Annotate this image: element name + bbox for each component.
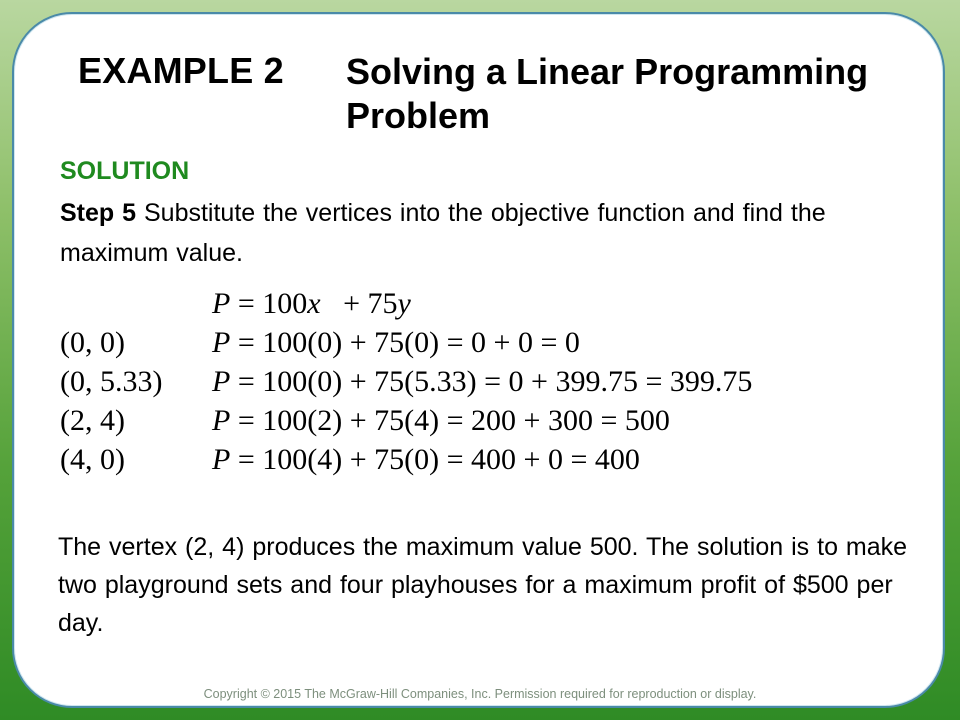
p-var: P [212,326,231,359]
copyright-notice: Copyright © 2015 The McGraw-Hill Companies, Inc. Permission required for reproduction or display. [203,687,757,701]
objective-eq-a: = 100 [230,287,308,320]
step-label: Step 5 [60,199,137,227]
vertex-evaluation [212,443,640,477]
conclusion-paragraph: The vertex (2, 4) produces the maximum value 500. The solution is to make two playground sets and four playhouses for a maximum profit of $500 per day. [58,533,908,637]
vertex-evaluation [212,365,752,399]
vertex: (0, 0) [60,326,125,359]
p-var: P [212,443,231,476]
expression: = 100(0) + 75(5.33) = 0 + 399.75 = 399.75 [230,365,753,398]
vertex-evaluation [212,326,580,360]
objective-function [212,287,411,321]
objective-p: P [212,287,231,320]
objective-x: x [307,287,321,320]
expression: = 100(4) + 75(0) = 400 + 0 = 400 [230,443,640,476]
p-var: P [212,365,231,398]
objective-eq-b: + 75 [320,287,398,320]
solution-heading: SOLUTION [60,157,190,185]
vertex: (4, 0) [60,443,125,476]
expression: = 100(2) + 75(4) = 200 + 300 = 500 [230,404,670,437]
objective-y: y [397,287,411,320]
vertex: (2, 4) [60,404,125,437]
step-paragraph [60,193,880,273]
example-label: EXAMPLE 2 [78,50,284,91]
step-text: Substitute the vertices into the objective function and find the maximum value. [60,199,826,267]
p-var: P [212,404,231,437]
expression: = 100(0) + 75(0) = 0 + 0 = 0 [230,326,580,359]
vertex-evaluation [212,404,670,438]
slide-title: Solving a Linear Programming Problem [346,51,869,136]
vertex: (0, 5.33) [60,365,163,398]
